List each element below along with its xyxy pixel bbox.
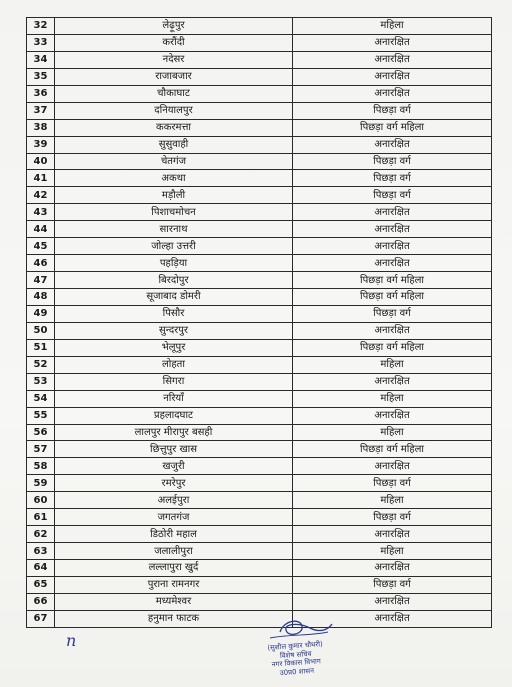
reservation-category: अनारक्षित <box>293 526 492 543</box>
table-row <box>27 204 492 221</box>
reservation-category: अनारक्षित <box>293 322 492 339</box>
reservation-category: अनारक्षित <box>293 136 492 153</box>
table-row <box>27 492 492 509</box>
reservation-category: महिला <box>293 424 492 441</box>
ward-number: 49 <box>27 305 55 322</box>
ward-name: लेढ़ूपुर <box>55 18 293 35</box>
ward-name: जोल्हा उत्तरी <box>55 238 293 255</box>
ward-name: अलईपुरा <box>55 492 293 509</box>
reservation-category: पिछड़ा वर्ग <box>293 153 492 170</box>
ward-name: पिशाचमोचन <box>55 204 293 221</box>
ward-number: 38 <box>27 119 55 136</box>
ward-number: 63 <box>27 543 55 560</box>
reservation-category: अनारक्षित <box>293 610 492 627</box>
table-row <box>27 441 492 458</box>
ward-name: जलालीपुरा <box>55 543 293 560</box>
ward-name: बिरदोपुर <box>55 272 293 289</box>
ward-number: 39 <box>27 136 55 153</box>
table-row <box>27 509 492 526</box>
ward-name: अकथा <box>55 170 293 187</box>
reservation-category: अनारक्षित <box>293 221 492 238</box>
reservation-category: अनारक्षित <box>293 34 492 51</box>
ward-number: 45 <box>27 238 55 255</box>
reservation-category: अनारक्षित <box>293 238 492 255</box>
reservation-category: महिला <box>293 18 492 35</box>
ward-number: 51 <box>27 339 55 356</box>
table-row <box>27 153 492 170</box>
ward-number: 67 <box>27 610 55 627</box>
signatory-government: उ0प्र0 शासन <box>279 666 315 677</box>
ward-number: 33 <box>27 34 55 51</box>
table-row <box>27 255 492 272</box>
ward-name: चेतगंज <box>55 153 293 170</box>
table-row <box>27 373 492 390</box>
reservation-category: पिछड़ा वर्ग <box>293 305 492 322</box>
ward-number: 46 <box>27 255 55 272</box>
ward-number: 56 <box>27 424 55 441</box>
ward-number: 53 <box>27 373 55 390</box>
ward-number: 34 <box>27 51 55 68</box>
reservation-category: महिला <box>293 492 492 509</box>
ward-name: लालपुर मीरापुर बसही <box>55 424 293 441</box>
ward-name: नदेसर <box>55 51 293 68</box>
ward-name: सुसुवाही <box>55 136 293 153</box>
ward-number: 57 <box>27 441 55 458</box>
ward-number: 41 <box>27 170 55 187</box>
ward-number: 58 <box>27 458 55 475</box>
reservation-category: महिला <box>293 390 492 407</box>
table-row <box>27 560 492 577</box>
table-row <box>27 289 492 306</box>
ward-name: सिगरा <box>55 373 293 390</box>
reservation-category: पिछड़ा वर्ग महिला <box>293 289 492 306</box>
reservation-category: अनारक्षित <box>293 407 492 424</box>
table-row <box>27 322 492 339</box>
signatory-name: (सुशील कुमार चौधरी) <box>267 640 324 652</box>
ward-number: 43 <box>27 204 55 221</box>
table-row <box>27 34 492 51</box>
ward-number: 42 <box>27 187 55 204</box>
ward-name: जगतगंज <box>55 509 293 526</box>
table-row <box>27 238 492 255</box>
reservation-category: अनारक्षित <box>293 458 492 475</box>
table-row <box>27 475 492 492</box>
ward-number: 61 <box>27 509 55 526</box>
table-row <box>27 543 492 560</box>
ward-number: 64 <box>27 560 55 577</box>
table-row <box>27 18 492 35</box>
table-row <box>27 339 492 356</box>
reservation-category: पिछड़ा वर्ग <box>293 187 492 204</box>
table-row <box>27 407 492 424</box>
ward-name: लल्लापुरा खुर्द <box>55 560 293 577</box>
ward-number: 55 <box>27 407 55 424</box>
ward-name: छित्तुपुर खास <box>55 441 293 458</box>
table-row <box>27 102 492 119</box>
ward-name: पुराना रामनगर <box>55 576 293 593</box>
signatory-department: नगर विकास विभाग <box>271 657 322 669</box>
ward-number: 48 <box>27 289 55 306</box>
ward-number: 60 <box>27 492 55 509</box>
reservation-category: पिछड़ा वर्ग महिला <box>293 441 492 458</box>
reservation-category: अनारक्षित <box>293 68 492 85</box>
table-row <box>27 85 492 102</box>
reservation-category: अनारक्षित <box>293 51 492 68</box>
ward-name: लोहता <box>55 356 293 373</box>
table-row <box>27 390 492 407</box>
ward-name: चौकाघाट <box>55 85 293 102</box>
ward-number: 52 <box>27 356 55 373</box>
ward-name: ककरमत्ता <box>55 119 293 136</box>
table-body <box>27 18 492 628</box>
ward-number: 44 <box>27 221 55 238</box>
reservation-table <box>26 17 492 628</box>
ward-name: मध्यमेश्वर <box>55 593 293 610</box>
ward-name: राजाबजार <box>55 68 293 85</box>
table-row <box>27 136 492 153</box>
reservation-category: पिछड़ा वर्ग महिला <box>293 339 492 356</box>
table-row <box>27 593 492 610</box>
table-row <box>27 424 492 441</box>
table-row <box>27 305 492 322</box>
reservation-category: अनारक्षित <box>293 85 492 102</box>
reservation-category: पिछड़ा वर्ग <box>293 475 492 492</box>
reservation-category: अनारक्षित <box>293 593 492 610</box>
ward-name: खजुरी <box>55 458 293 475</box>
ward-name: भेलूपुर <box>55 339 293 356</box>
ward-name: रमरेपुर <box>55 475 293 492</box>
signature-stamp-text <box>245 639 347 680</box>
ward-number: 35 <box>27 68 55 85</box>
ward-number: 50 <box>27 322 55 339</box>
reservation-category: पिछड़ा वर्ग <box>293 576 492 593</box>
reservation-category: महिला <box>293 356 492 373</box>
ward-name: सारनाथ <box>55 221 293 238</box>
ward-number: 62 <box>27 526 55 543</box>
signatory-designation: विशेष सचिव <box>279 649 312 660</box>
ward-name: करौंदी <box>55 34 293 51</box>
reservation-category: पिछड़ा वर्ग <box>293 170 492 187</box>
ward-number: 65 <box>27 576 55 593</box>
ward-number: 32 <box>27 18 55 35</box>
ward-number: 47 <box>27 272 55 289</box>
ward-number: 66 <box>27 593 55 610</box>
ward-name: सुन्दरपुर <box>55 322 293 339</box>
reservation-category: अनारक्षित <box>293 373 492 390</box>
reservation-category: अनारक्षित <box>293 255 492 272</box>
ward-name: प्रहलादघाट <box>55 407 293 424</box>
reservation-category: अनारक्षित <box>293 204 492 221</box>
table-row <box>27 458 492 475</box>
ward-name: दनियालपुर <box>55 102 293 119</box>
ward-name: पिसौर <box>55 305 293 322</box>
reservation-category: पिछड़ा वर्ग महिला <box>293 272 492 289</box>
ward-number: 40 <box>27 153 55 170</box>
ward-name: सूजाबाद डोमरी <box>55 289 293 306</box>
reservation-category: अनारक्षित <box>293 560 492 577</box>
table-row <box>27 221 492 238</box>
table-row <box>27 356 492 373</box>
ward-number: 37 <box>27 102 55 119</box>
ward-number: 36 <box>27 85 55 102</box>
reservation-category: पिछड़ा वर्ग <box>293 509 492 526</box>
ward-name: मड़ौली <box>55 187 293 204</box>
reservation-category: महिला <box>293 543 492 560</box>
ward-number: 59 <box>27 475 55 492</box>
ward-name: पहड़िया <box>55 255 293 272</box>
table-row <box>27 119 492 136</box>
ward-number: 54 <box>27 390 55 407</box>
table-row <box>27 187 492 204</box>
ward-name: डिठोरी महाल <box>55 526 293 543</box>
reservation-category: पिछड़ा वर्ग <box>293 102 492 119</box>
handwritten-initial: n <box>66 631 77 650</box>
table-row <box>27 272 492 289</box>
ward-name: नरियाँ <box>55 390 293 407</box>
table-row <box>27 576 492 593</box>
reservation-category: पिछड़ा वर्ग महिला <box>293 119 492 136</box>
table-row <box>27 170 492 187</box>
table-row <box>27 526 492 543</box>
table-row <box>27 51 492 68</box>
ward-name: हनुमान फाटक <box>55 610 293 627</box>
table-row <box>27 68 492 85</box>
